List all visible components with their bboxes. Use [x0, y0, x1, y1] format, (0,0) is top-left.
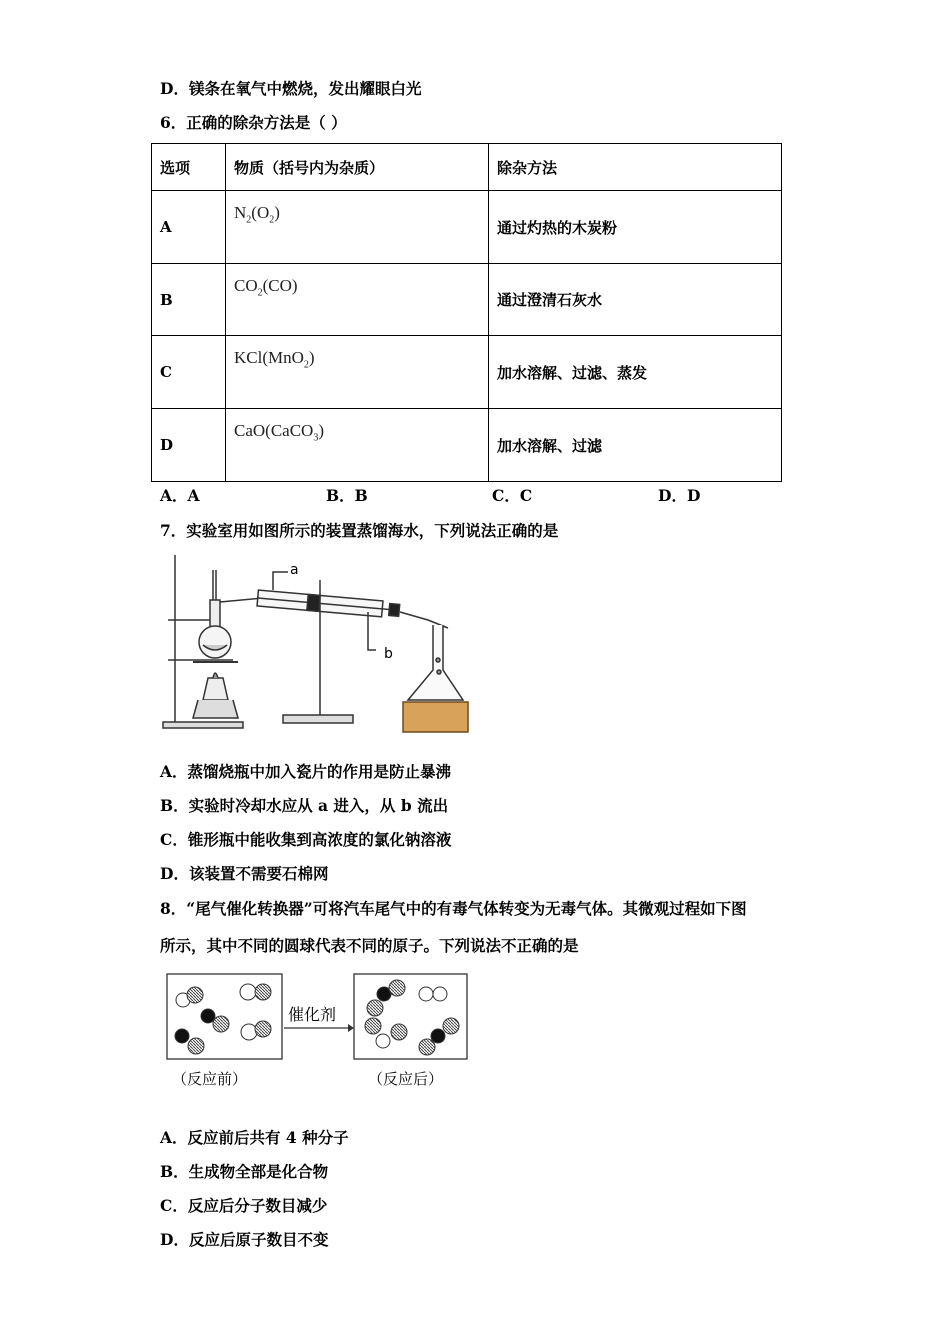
row-option: B [152, 264, 226, 336]
header-method: 除杂方法 [489, 144, 782, 191]
q7-stem: 7．实验室用如图所示的装置蒸馏海水，下列说法正确的是 [160, 521, 559, 540]
header-substance: 物质（括号内为杂质） [226, 144, 489, 191]
row-formula: $CO_2(CO)$ [226, 264, 489, 336]
row-method: 通过灼热的木炭粉 [489, 191, 782, 264]
label-a: a [290, 562, 299, 578]
reaction-diagram-figure [160, 968, 480, 1096]
row-formula: $N_2(O_2)$ [226, 191, 489, 264]
row-formula: KCl(MnO$_2$) [226, 336, 489, 409]
after-box [354, 974, 467, 1059]
q8-option-c: C．反应后分子数目减少 [160, 1196, 328, 1215]
water-port-b [368, 612, 376, 650]
distillation-apparatus-figure [158, 550, 478, 740]
row-option: C [152, 336, 226, 409]
conical-flask [408, 625, 463, 700]
answer-a: A．A [160, 486, 200, 505]
table-row [152, 409, 782, 482]
after-label: （反应后） [368, 1070, 444, 1088]
table-row [152, 336, 782, 409]
q6-stem: 6．正确的除杂方法是（ ） [160, 113, 347, 132]
row-formula: CaO(CaCO$_3$) [226, 409, 489, 482]
water-port-a [273, 572, 288, 590]
q8-stem-line1: 8．“尾气催化转换器”可将汽车尾气中的有毒气体转变为无毒气体。其微观过程如下图 [160, 899, 747, 918]
row-method: 加水溶解、过滤、蒸发 [489, 336, 782, 409]
q8-option-d: D．反应后原子数目不变 [160, 1230, 329, 1249]
header-option: 选项 [152, 144, 226, 191]
answer-d: D．D [658, 486, 701, 505]
catalyst-label: 催化剂 [288, 1005, 337, 1024]
answer-c: C．C [492, 486, 533, 505]
row-method: 通过澄清石灰水 [489, 264, 782, 336]
q8-option-b: B．生成物全部是化合物 [160, 1162, 329, 1181]
q5-option-d: D．镁条在氧气中燃烧，发出耀眼白光 [160, 79, 422, 98]
row-method: 加水溶解、过滤 [489, 409, 782, 482]
alcohol-lamp [203, 678, 228, 700]
table-row [152, 191, 782, 264]
q6-answers [160, 484, 700, 506]
distilling-flask [199, 626, 231, 658]
q7-option-b: B．实验时冷却水应从 a 进入，从 b 流出 [160, 796, 449, 815]
stand-base [163, 722, 243, 728]
label-b: b [384, 646, 393, 662]
q7-option-c: C．锥形瓶中能收集到高浓度的氯化钠溶液 [160, 830, 452, 849]
purification-table [151, 143, 782, 482]
before-label: （反应前） [172, 1070, 248, 1088]
table-header-row [152, 144, 782, 191]
row-option: A [152, 191, 226, 264]
q7-option-d: D．该装置不需要石棉网 [160, 864, 329, 883]
answer-b: B．B [326, 486, 368, 505]
q8-stem-line2: 所示，其中不同的圆球代表不同的原子。下列说法不正确的是 [160, 936, 579, 955]
table-row [152, 264, 782, 336]
row-option: D [152, 409, 226, 482]
wooden-block [403, 702, 468, 732]
q8-option-a: A．反应前后共有 4 种分子 [160, 1128, 349, 1147]
q7-option-a: A．蒸馏烧瓶中加入瓷片的作用是防止暴沸 [160, 762, 452, 781]
